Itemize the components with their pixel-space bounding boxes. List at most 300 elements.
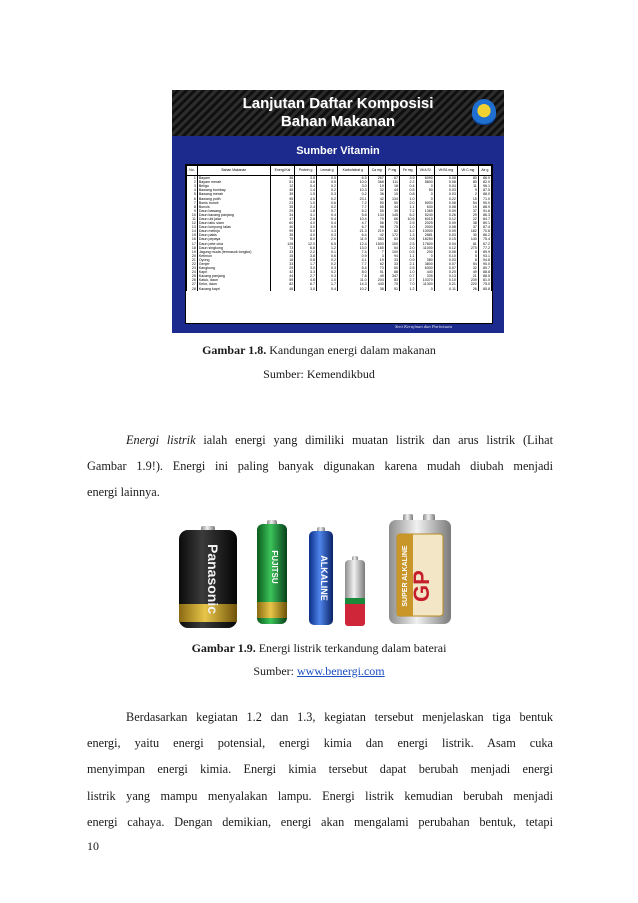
table-column-header: Vit A SI: [416, 166, 434, 176]
table-cell: 134: [368, 213, 385, 217]
table-cell-food: Bayam: [197, 176, 270, 181]
table-cell: 6.2: [399, 213, 416, 217]
table-cell: 89.1: [478, 221, 491, 225]
table-cell: 0.04: [434, 184, 457, 188]
table-cell: 3.0: [295, 225, 317, 229]
caption-text: Energi listrik terkandung dalam baterai: [255, 641, 447, 655]
table-cell: 38: [457, 221, 478, 225]
table-cell: 2.1: [399, 262, 416, 266]
table-cell: 35: [270, 233, 294, 237]
table-cell: 2.2: [295, 250, 317, 254]
table-cell: 0.04: [434, 242, 457, 246]
table-cell: 0.08: [434, 176, 457, 181]
table-cell: 39: [270, 192, 294, 196]
table-cell: 71.0: [478, 196, 491, 200]
table-cell: 172: [385, 233, 399, 237]
table-cell: 45: [270, 188, 294, 192]
table-cell: 0.08: [434, 201, 457, 205]
table-cell: 0.4: [317, 213, 338, 217]
table-cell: 2000: [416, 225, 434, 229]
table-cell: 70: [385, 282, 399, 286]
table-cell: 0.5: [317, 180, 338, 184]
table-cell: 33: [270, 262, 294, 266]
table-cell: 5.8: [338, 213, 369, 217]
table-column-header: Karbohidrat g: [338, 166, 369, 176]
table-cell: 12: [187, 221, 198, 225]
table-cell: 11.0: [338, 278, 369, 282]
table-cell: 1365: [416, 209, 434, 213]
table-cell: 77.2: [478, 246, 491, 250]
table-cell: 67: [385, 176, 399, 181]
table-cell: 26: [457, 287, 478, 291]
paragraph-bentuk-energi: [87, 704, 553, 835]
table-cell: 10.3: [338, 188, 369, 192]
table-cell: 2.8: [295, 217, 317, 221]
paragraph-line: menyimpan energi kimia. Energi kimia tersebut dapat berubah menjadi energi: [87, 762, 553, 777]
paragraph-line: energi cahaya. Dengan demikian, energi akan mengalami perubahan bentuk, tetapi: [87, 814, 553, 829]
table-cell: 3.0: [295, 287, 317, 291]
table-cell: 7.2: [399, 209, 416, 213]
table-cell: 4.6: [295, 180, 317, 184]
table-cell: 80: [457, 180, 478, 184]
paragraph-line: energi lainnya.: [87, 485, 160, 500]
table-cell: 51: [270, 180, 294, 184]
battery-small: [345, 556, 365, 626]
paragraph-text: ialah energi yang dimiliki muatan listrik dan arus listrik (Lihat: [195, 433, 553, 447]
table-cell: 79: [368, 217, 385, 221]
table-cell: 0.15: [434, 237, 457, 241]
table-cell: 6.7: [338, 225, 369, 229]
table-cell-food: Bawang merah: [197, 192, 270, 196]
table-column-header: No.: [187, 166, 198, 176]
table-cell: 20: [187, 254, 198, 258]
table-cell: 4.0: [295, 221, 317, 225]
table-cell: 200: [416, 250, 434, 254]
table-column-header: Fe mg: [399, 166, 416, 176]
table-cell: 26: [187, 278, 198, 282]
table-cell: 87.5: [478, 188, 491, 192]
table-cell: 0.3: [317, 266, 338, 270]
table-cell: 2025: [416, 221, 434, 225]
table-cell: 83: [385, 278, 399, 282]
table-cell: 44: [385, 188, 399, 192]
table-cell: 0.2: [338, 192, 369, 196]
table-cell: 353: [368, 237, 385, 241]
table-cell: 368: [368, 180, 385, 184]
table-cell: 0.08: [434, 180, 457, 184]
table-cell: 0.20: [434, 270, 457, 274]
table-cell: 50: [368, 201, 385, 205]
table-cell: 0.5: [399, 188, 416, 192]
table-cell: 267: [368, 176, 385, 181]
table-column-header: Protein g: [295, 166, 317, 176]
table-cell: 0.3: [317, 274, 338, 278]
table-cell: 5.4: [338, 266, 369, 270]
table-cell: 380: [416, 258, 434, 262]
caption-source-1-8: Sumber: Kemendikbud: [263, 367, 375, 381]
table-cell: 0.9: [317, 225, 338, 229]
table-cell: 22: [187, 262, 198, 266]
table-cell: 1.5: [295, 192, 317, 196]
table-cell: 93.1: [478, 254, 491, 258]
table-cell: 0.03: [434, 188, 457, 192]
caption-source-1-9: [0, 664, 638, 678]
table-cell: 239: [457, 278, 478, 282]
table-cell: 0.10: [434, 278, 457, 282]
table-cell: 56: [368, 221, 385, 225]
table-cell: 94.8: [478, 258, 491, 262]
table-cell-food: Oyong: [197, 258, 270, 262]
table-cell: 0.08: [434, 225, 457, 229]
table-cell-food: Daun singkong: [197, 246, 270, 250]
table-column-header: Vit B1 mg: [434, 166, 457, 176]
table-column-header: Ca mg: [368, 166, 385, 176]
table-cell: 23: [270, 201, 294, 205]
table-cell: 2: [187, 180, 198, 184]
table-cell: 75.4: [478, 237, 491, 241]
table-cell: 17600: [416, 242, 434, 246]
table-cell: 0.8: [399, 237, 416, 241]
table-cell: 0.11: [434, 287, 457, 291]
table-cell: 0.2: [317, 205, 338, 209]
table-cell: 3.8: [295, 254, 317, 258]
table-cell: 0.26: [434, 213, 457, 217]
table-cell: 2.2: [399, 180, 416, 184]
table-cell: 7.2: [338, 201, 369, 205]
table-cell: 0.4: [295, 184, 317, 188]
table-cell-food: Bawang bombay: [197, 188, 270, 192]
table-cell: 3.3: [295, 270, 317, 274]
table-cell: 0.2: [317, 184, 338, 188]
table-cell: 2.5: [399, 242, 416, 246]
table-cell: 0.9: [399, 258, 416, 262]
table-cell-food: Beligo: [197, 184, 270, 188]
table-cell: 88.5: [478, 274, 491, 278]
table-cell-food: Daun labu siam: [197, 221, 270, 225]
table-cell: 9: [187, 209, 198, 213]
caption-figure-1-9: [0, 641, 638, 655]
table-cell: 14: [187, 229, 198, 233]
table-cell: 6.7: [295, 282, 317, 286]
table-cell: 73: [270, 246, 294, 250]
table-cell: 8: [457, 250, 478, 254]
table-cell: 0.09: [434, 209, 457, 213]
table-cell: 7: [368, 250, 385, 254]
figure-subtitle: Sumber Vitamin: [296, 145, 380, 157]
table-cell: 0.12: [434, 246, 457, 250]
table-cell: 0.08: [434, 205, 457, 209]
table-body: [187, 176, 492, 291]
table-column-header: Vit C mg: [457, 166, 478, 176]
table-cell: 7: [187, 201, 198, 205]
table-cell: 128: [270, 242, 294, 246]
table-cell: 0.8: [399, 192, 416, 196]
table-cell: 12.0: [295, 242, 317, 246]
table-cell: 47: [270, 217, 294, 221]
source-link[interactable]: www.benergi.com: [297, 664, 385, 678]
table-cell: 42: [368, 196, 385, 200]
table-cell: 18250: [416, 237, 434, 241]
table-cell: 91.6: [478, 209, 491, 213]
table-cell: 84.7: [478, 217, 491, 221]
table-cell: 50: [385, 266, 399, 270]
table-cell: 275: [457, 246, 478, 250]
table-cell-food: Katuk, daun: [197, 278, 270, 282]
paragraph-line: [87, 427, 553, 453]
table-cell: 79: [270, 237, 294, 241]
table-cell: 4.0: [295, 233, 317, 237]
table-cell: 96.1: [478, 184, 491, 188]
table-cell: 39: [385, 209, 399, 213]
caption-source-prefix: Sumber:: [253, 664, 297, 678]
table-cell: 62: [368, 262, 385, 266]
table-cell: 54: [457, 201, 478, 205]
table-cell: 2.0: [317, 237, 338, 241]
page-number: 10: [87, 839, 99, 853]
table-cell: 2.5: [399, 221, 416, 225]
table-cell: 99: [270, 229, 294, 233]
table-cell: 88.9: [478, 205, 491, 209]
table-cell: 29: [270, 209, 294, 213]
table-cell: 1.7: [295, 262, 317, 266]
table-cell: 49: [457, 270, 478, 274]
table-cell: 0.7: [317, 209, 338, 213]
table-cell: 29: [270, 266, 294, 270]
paragraph-line: Gambar 1.9!). Energi ini paling banyak digunakan karena mudah diubah menjadi: [87, 459, 553, 474]
table-cell: 42: [270, 270, 294, 274]
table-cell: 36: [368, 192, 385, 196]
table-cell: 12.4: [338, 242, 369, 246]
composition-table: [185, 164, 493, 324]
table-cell: 1.2: [317, 246, 338, 250]
table-cell: 60: [270, 221, 294, 225]
figure-batteries: [171, 512, 471, 632]
table-cell: 44: [270, 274, 294, 278]
table-cell: 0.03: [434, 192, 457, 196]
battery-brand-fujitsu: FUJITSU: [270, 550, 279, 584]
table-cell: 1.0: [295, 201, 317, 205]
table-cell: 12: [270, 184, 294, 188]
table-cell: 5: [187, 192, 198, 196]
table-cell: 0.2: [317, 196, 338, 200]
table-cell-food: Bonis buncit: [197, 201, 270, 205]
table-cell: 3.9: [399, 176, 416, 181]
table-cell: 0.09: [434, 221, 457, 225]
table-cell-food: Daun bawang: [197, 209, 270, 213]
table-cell: 0.4: [399, 184, 416, 188]
table-cell: 49: [368, 274, 385, 278]
table-cell: 24: [187, 270, 198, 274]
table-cell: 88.0: [478, 192, 491, 196]
table-cell: 0.21: [434, 282, 457, 286]
table-cell: 7.4: [338, 250, 369, 254]
table-cell-food: Kapri: [197, 270, 270, 274]
table-cell: 7.0: [399, 282, 416, 286]
table-cell: 2.0: [399, 201, 416, 205]
table-cell: 1.2: [399, 287, 416, 291]
paragraph-line: energi, yaitu energi potensial, energi kimia dan energi listrik. Asam cuka: [87, 736, 553, 751]
table-cell-food: Bawang putih: [197, 196, 270, 200]
table-cell: 75: [385, 225, 399, 229]
table-cell: 33: [270, 250, 294, 254]
table-cell: 5.2: [338, 209, 369, 213]
table-cell: 51: [385, 287, 399, 291]
table-cell: 0.4: [317, 217, 338, 221]
table-cell: 630: [416, 205, 434, 209]
table-cell: 2.7: [295, 274, 317, 278]
table-cell: 0.6: [317, 254, 338, 258]
table-cell: 27: [187, 282, 198, 286]
table-cell: 1: [187, 176, 198, 181]
table-cell-food: Kelor, daun: [197, 282, 270, 286]
figure-footer: Seni Kerajinan dan Pariwisata: [394, 324, 452, 329]
caption-label: Gambar 1.8.: [202, 343, 267, 357]
table-column-header: Lemak g: [317, 166, 338, 176]
table-cell: 0.8: [295, 258, 317, 262]
table-cell: 86.9: [478, 176, 491, 181]
table-column-header: P mg: [385, 166, 399, 176]
table-cell: 1.1: [399, 205, 416, 209]
table-cell: 219: [368, 229, 385, 233]
table-cell-food: Buncis: [197, 205, 270, 209]
table-cell-food: Bayam merah: [197, 180, 270, 184]
table-cell: 0.2: [317, 258, 338, 262]
battery-panasonic: [179, 526, 237, 628]
table-cell: 2: [457, 192, 478, 196]
table-cell: 10: [187, 213, 198, 217]
battery-label-super-alkaline: SUPER ALKALINE: [402, 545, 409, 607]
table-cell: 6.8: [295, 246, 317, 250]
table-cell: 9: [457, 188, 478, 192]
ministry-logo-icon: [472, 99, 496, 125]
table-cell: 90.0: [478, 201, 491, 205]
table-cell: 5.0: [295, 229, 317, 233]
table-cell: 94: [385, 254, 399, 258]
table-cell: 86.2: [478, 233, 491, 237]
table-cell: 0.07: [434, 262, 457, 266]
table-cell-food: Daun ubi jalar: [197, 217, 270, 221]
table-cell: 89.9: [478, 250, 491, 254]
table-cell: 0.5: [399, 250, 416, 254]
table-cell: 0.2: [317, 188, 338, 192]
paragraph-energi-listrik: [87, 427, 553, 506]
table-cell-food: Jagung muda (termasuk tongkol): [197, 250, 270, 254]
table-cell: 98: [368, 225, 385, 229]
table-cell: 0.3: [317, 192, 338, 196]
table-cell: 81: [457, 242, 478, 246]
table-cell: 0.12: [434, 217, 457, 221]
table-cell: 3: [187, 184, 198, 188]
table-cell: 0.5: [317, 176, 338, 181]
table-cell: 13: [187, 225, 198, 229]
battery-brand-gp: GP: [409, 570, 434, 602]
table-cell: 1.7: [317, 282, 338, 286]
table-cell: 89.7: [478, 266, 491, 270]
table-cell: 4.7: [338, 221, 369, 225]
table-cell: 67.2: [478, 242, 491, 246]
table-cell: 8.0: [295, 237, 317, 241]
table-cell: 0.2: [317, 270, 338, 274]
table-cell: 220: [457, 282, 478, 286]
caption-figure-1-8: [0, 343, 638, 357]
table-cell: 4.5: [295, 196, 317, 200]
table-cell: 38: [368, 287, 385, 291]
table-cell: 70: [385, 221, 399, 225]
table-cell: 25: [187, 274, 198, 278]
table-cell: 88.8: [478, 270, 491, 274]
table-cell: 145: [385, 213, 399, 217]
table-cell: 204: [368, 278, 385, 282]
table-cell: 87.4: [478, 225, 491, 229]
table-cell: 0.2: [317, 262, 338, 266]
table-cell: 0.4: [317, 221, 338, 225]
table-cell: 30: [457, 233, 478, 237]
table-cell: 1.3: [317, 229, 338, 233]
table-cell: 0.10: [434, 254, 457, 258]
battery-brand-alkaline: ALKALINE: [319, 555, 329, 601]
table-cell: 5240: [416, 213, 434, 217]
table-cell: 100: [385, 242, 399, 246]
paragraph-line: listrik yang mampu menyalakan lampu. Energi listrik kemudian berubah menjadi: [87, 788, 553, 803]
table-cell: 21: [457, 274, 478, 278]
table-cell: 1500: [368, 242, 385, 246]
table-cell: 10.6: [399, 217, 416, 221]
table-cell: 95: [270, 196, 294, 200]
term-energi-listrik: Energi listrik: [126, 433, 196, 447]
table-cell: 8: [187, 205, 198, 209]
table-cell: 0: [416, 196, 434, 200]
table-cell: 51: [368, 270, 385, 274]
table-cell: 55: [368, 209, 385, 213]
table-cell: 134: [385, 196, 399, 200]
table-cell: 11.9: [338, 237, 369, 241]
battery-gp-9v: [389, 514, 451, 624]
table-cell: 182: [457, 229, 478, 233]
table-cell: 4: [187, 188, 198, 192]
table-cell: 10000: [416, 229, 434, 233]
table-cell: 11300: [416, 282, 434, 286]
table-cell: 3800: [416, 262, 434, 266]
table-cell: 82: [385, 229, 399, 233]
table-cell: 10: [385, 192, 399, 196]
table-cell: 37: [457, 225, 478, 229]
table-cell: 73: [368, 266, 385, 270]
table-cell: 1.8: [295, 209, 317, 213]
table-cell: 54: [385, 246, 399, 250]
table-column-header: Bahan Makanan: [197, 166, 270, 176]
table-header-row: [187, 166, 492, 176]
table-cell: 28: [187, 287, 198, 291]
table-cell: 3.5: [295, 176, 317, 181]
table-cell: 5: [457, 254, 478, 258]
table-cell: 10.2: [338, 287, 369, 291]
table-cell-food: Daun melinjo: [197, 229, 270, 233]
table-cell: 6.5: [317, 242, 338, 246]
table-cell: 19: [368, 184, 385, 188]
table-cell: 0: [416, 254, 434, 258]
table-cell: 6300: [416, 266, 434, 270]
table-row: [187, 287, 492, 291]
table-cell: 50: [385, 201, 399, 205]
table-cell: 10.0: [338, 180, 369, 184]
table-cell: 1.0: [399, 196, 416, 200]
table-cell: 44: [385, 205, 399, 209]
table-cell: 75.0: [478, 282, 491, 286]
table-cell-food: Kacang panjang: [197, 274, 270, 278]
table-cell-food: Ketimun: [197, 254, 270, 258]
table-cell: 0.09: [434, 229, 457, 233]
table-cell: 7.7: [338, 262, 369, 266]
